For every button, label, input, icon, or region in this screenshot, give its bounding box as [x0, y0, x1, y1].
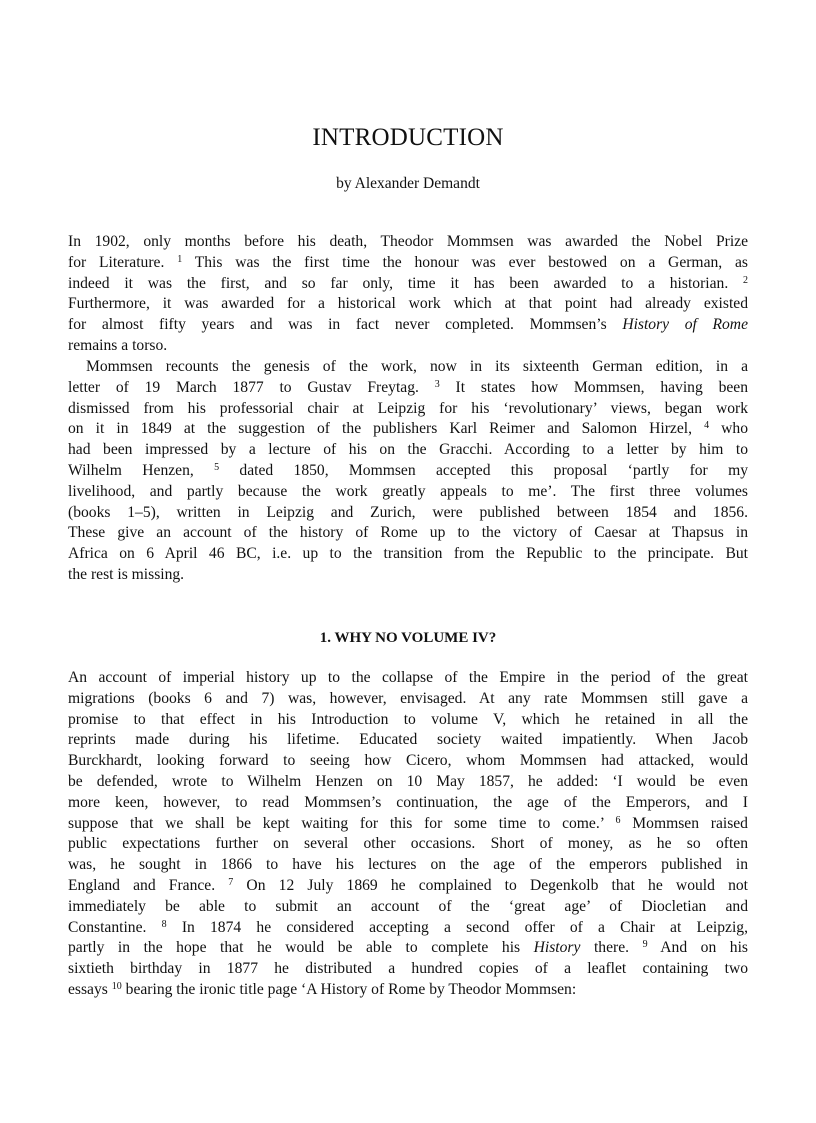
author-byline: by Alexander Demandt	[336, 175, 480, 192]
paragraph-2	[68, 357, 748, 586]
footnote-marker: 10	[111, 980, 122, 992]
text-fragment: suppose that we shall be kept waiting for this for some time to come.’	[68, 814, 616, 832]
section-heading: 1. WHY NO VOLUME IV?	[319, 630, 497, 646]
text-fragment: In 1874 he considered accepting a second offer of a Chair at Leipzig,	[166, 918, 749, 936]
text-line: reprints made during his lifetime. Educated society waited impatiently. When Jacob	[68, 731, 748, 749]
text-fragment: England and France.	[68, 876, 229, 894]
text-line: the rest is missing.	[68, 565, 185, 583]
paragraph-3	[68, 668, 748, 1001]
text-line: more keen, however, to read Mommsen’s continuation, the age of the Emperors, and I	[68, 793, 748, 811]
footnote-marker: 2	[743, 274, 748, 286]
text-line: public expectations further on several other occasions. Short of money, as he so often	[68, 835, 748, 853]
text-line	[68, 876, 748, 897]
page-title: INTRODUCTION	[312, 124, 504, 151]
text-line	[68, 253, 748, 274]
italic-title: History	[533, 939, 581, 957]
text-fragment: who	[709, 420, 748, 438]
paragraph-1	[68, 232, 748, 357]
text-fragment: indeed it was the first, and so far only, time it has been awarded to a historian.	[68, 274, 743, 292]
text-line	[68, 315, 748, 336]
text-fragment: for almost fifty years and was in fact never completed. Mommsen’s	[68, 316, 623, 334]
text-line: Burckhardt, looking forward to seeing how Cicero, whom Mommsen had attacked, would	[68, 752, 748, 770]
text-line: be defended, wrote to Wilhelm Henzen on 10 May 1857, he added: ‘I would be even	[68, 772, 748, 790]
text-fragment: on it in 1849 at the suggestion of the publishers Karl Reimer and Salomon Hirzel,	[68, 420, 705, 438]
text-line: remains a torso.	[68, 336, 168, 354]
text-line: migrations (books 6 and 7) was, however, envisaged. At any rate Mommsen still gave a	[68, 689, 748, 707]
text-fragment: dated 1850, Mommsen accepted this proposal ‘partly for my	[219, 461, 748, 479]
text-line: Africa on 6 April 46 BC, i.e. up to the transition from the Republic to the principate. But	[68, 545, 748, 563]
text-line	[68, 980, 748, 1001]
text-fragment: essays	[68, 980, 112, 998]
footnote-marker: 5	[214, 461, 220, 473]
text-fragment: It states how Mommsen, having been	[439, 378, 749, 396]
italic-title: History of Rome	[622, 316, 748, 334]
text-fragment: for Literature.	[68, 253, 178, 271]
text-fragment: And on his	[647, 939, 748, 957]
footnote-marker: 8	[161, 918, 167, 930]
text-line	[68, 419, 748, 440]
footnote-marker: 7	[228, 876, 234, 888]
text-fragment: letter of 19 March 1877 to Gustav Freytag.	[68, 378, 435, 396]
text-line	[68, 814, 748, 835]
text-fragment: Mommsen raised	[620, 814, 748, 832]
text-line: These give an account of the history of Rome up to the victory of Caesar at Thapsus in	[68, 524, 748, 542]
text-line: Mommsen recounts the genesis of the work, now in its sixteenth German edition, in a	[86, 358, 748, 375]
text-fragment: bearing the ironic title page ‘A History of Rome by Theodor Mommsen:	[121, 980, 577, 998]
text-line: In 1902, only months before his death, Theodor Mommsen was awarded the Nobel Prize	[68, 233, 748, 250]
text-line: had been impressed by a lecture of his on the Gracchi. According to a letter by him to	[68, 441, 748, 459]
footnote-marker: 4	[704, 420, 710, 432]
text-line: sixtieth birthday in 1877 he distributed a hundred copies of a leaflet containing two	[68, 960, 748, 978]
text-fragment: there.	[580, 939, 643, 957]
text-fragment: Constantine.	[68, 918, 162, 936]
footnote-marker: 1	[177, 253, 183, 265]
footnote-marker: 3	[434, 378, 440, 390]
text-line: was, he sought in 1866 to have his lectures on the age of the emperors published in	[68, 856, 748, 874]
text-line: (books 1–5), written in Leipzig and Zurich, were published between 1854 and 1856.	[68, 503, 748, 521]
text-line: livelihood, and partly because the work greatly appeals to me’. The first three volumes	[68, 482, 748, 500]
text-line: dismissed from his professorial chair at Leipzig for his ‘revolutionary’ views, began work	[68, 399, 748, 417]
text-line: promise to that effect in his Introduction to volume V, which he retained in all the	[68, 710, 748, 728]
text-line	[68, 274, 748, 295]
footnote-marker: 6	[615, 814, 621, 826]
text-line	[68, 938, 748, 959]
text-fragment: partly in the hope that he would be able to complete his	[68, 939, 534, 957]
text-line: An account of imperial history up to the collapse of the Empire in the period of the great	[68, 669, 748, 686]
text-fragment: This was the first time the honour was ever bestowed on a German, as	[182, 253, 748, 271]
text-line	[68, 378, 748, 399]
text-line	[68, 461, 748, 482]
text-line	[68, 918, 748, 939]
text-line: immediately be able to submit an account of the ‘great age’ of Diocletian and	[68, 897, 748, 915]
text-fragment: On 12 July 1869 he complained to Degenkolb that he would not	[233, 876, 748, 894]
footnote-marker: 9	[642, 939, 648, 951]
text-line: Furthermore, it was awarded for a historical work which at that point had already existed	[68, 295, 748, 313]
text-fragment: Wilhelm Henzen,	[68, 461, 215, 479]
